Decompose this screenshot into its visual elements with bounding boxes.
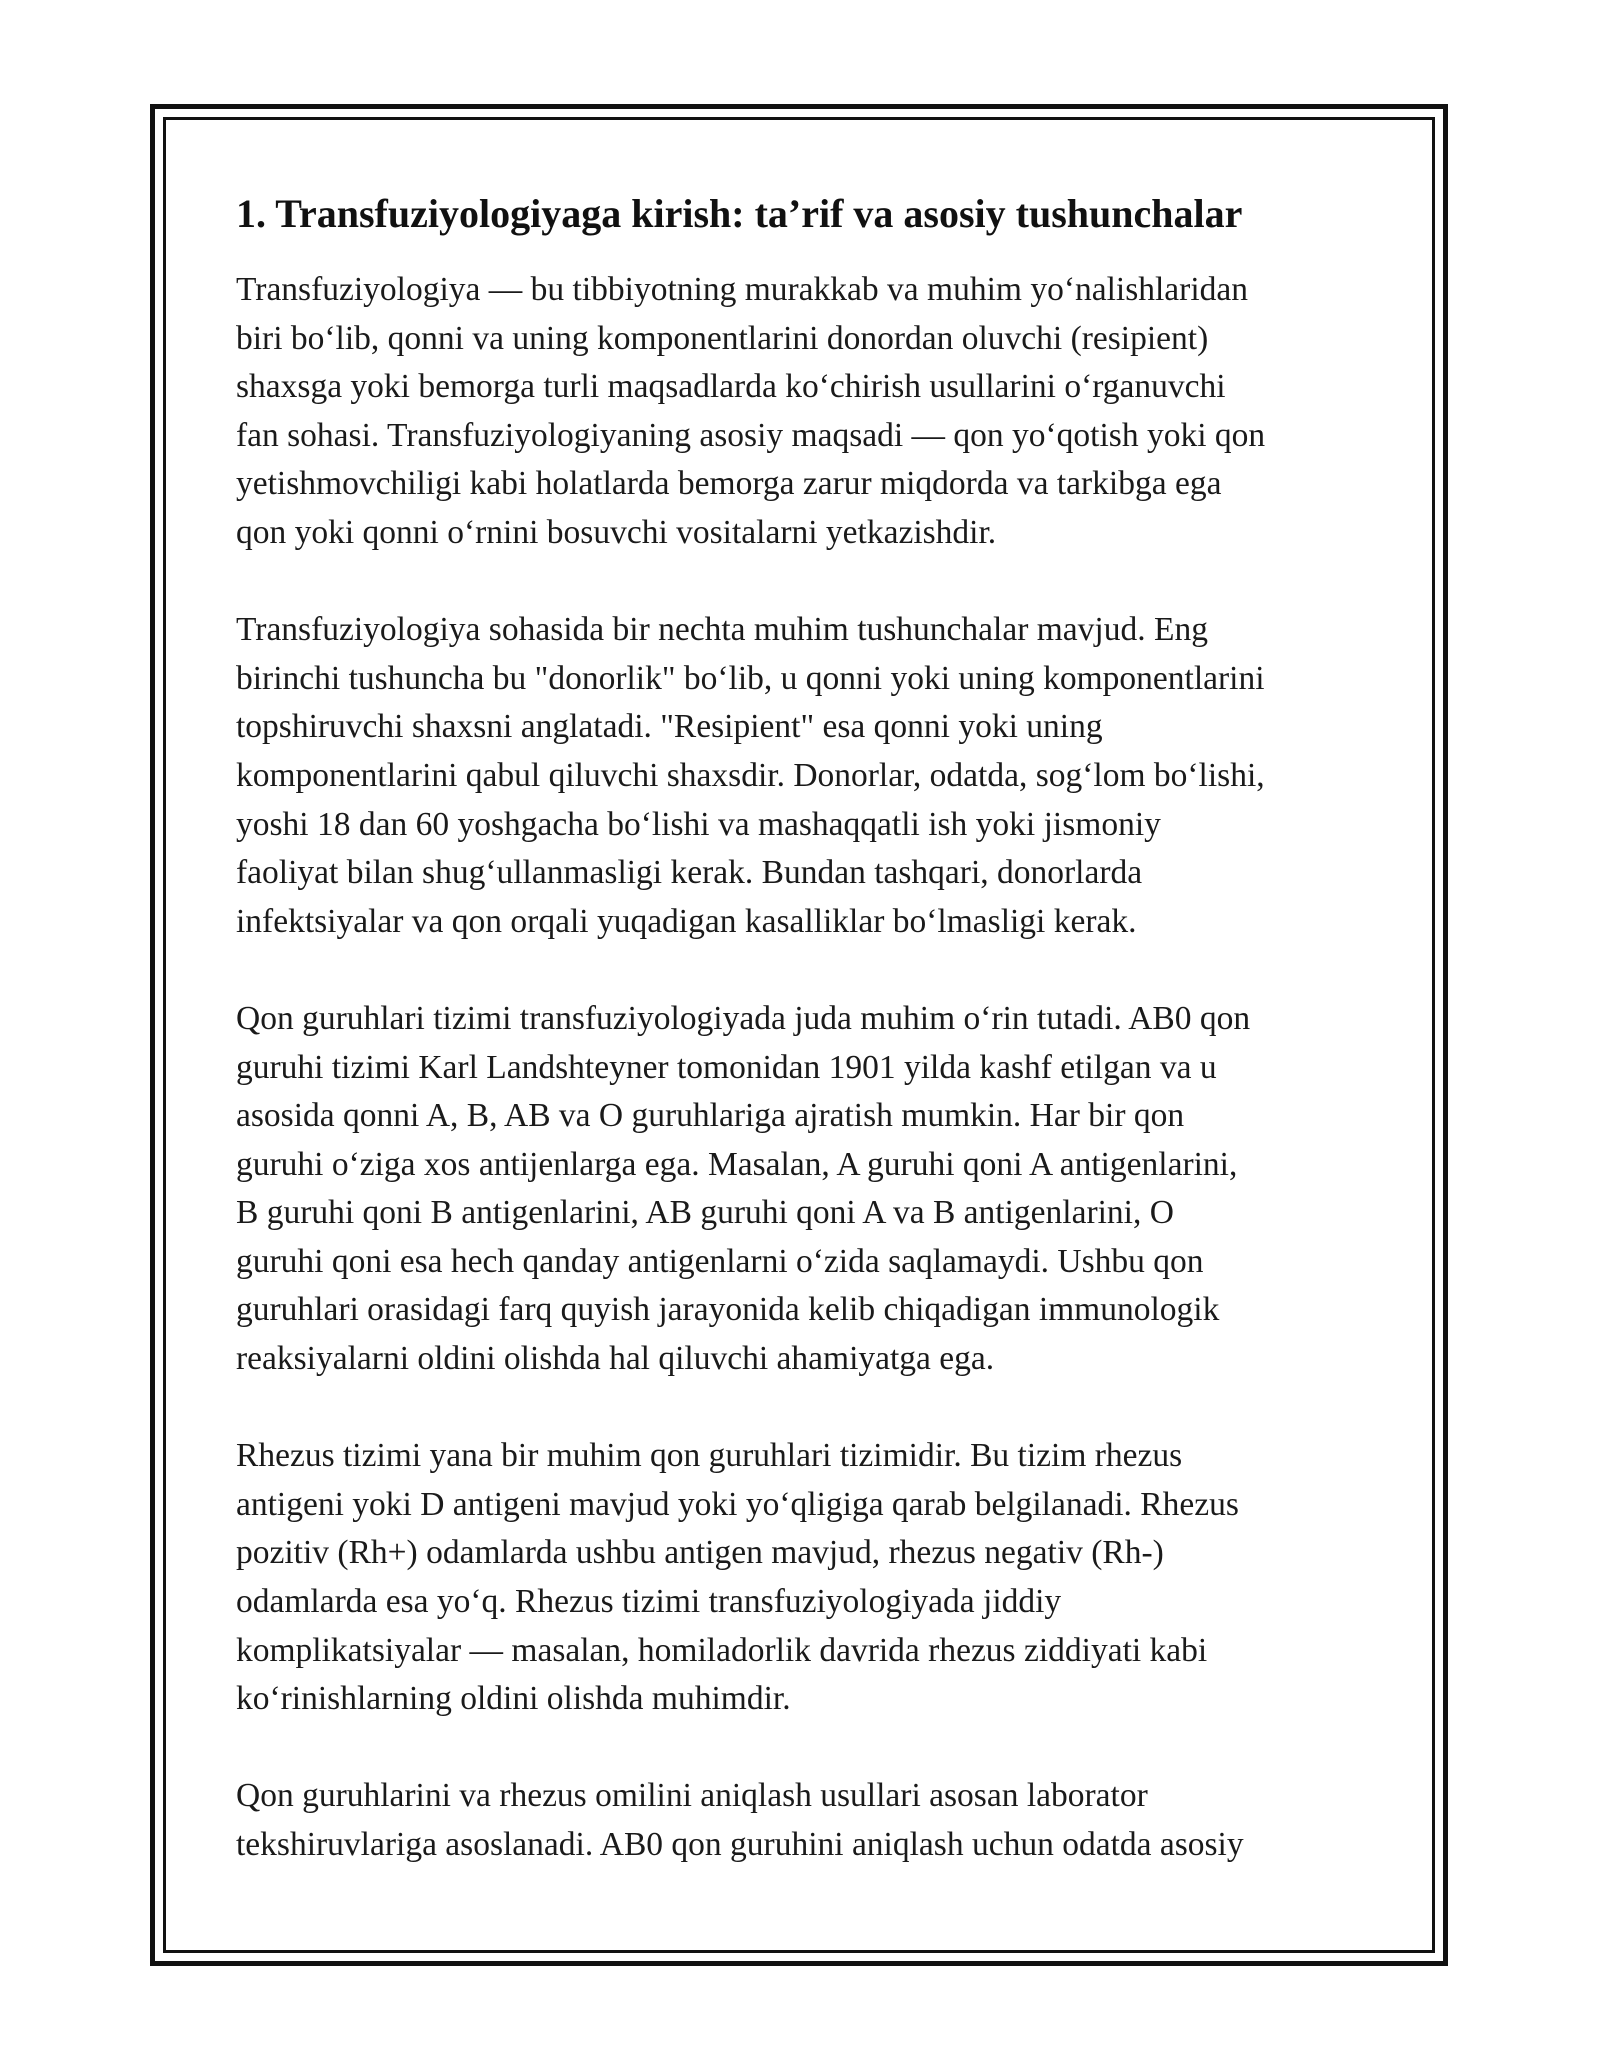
paragraph-2 — [236, 606, 1386, 946]
text-line: birinchi tushuncha bu "donorlik" bo‘lib, u qonni yoki uning komponentlarini — [236, 659, 1265, 697]
text-line: reaksiyalarni oldini olishda hal qiluvchi ahamiyatga ega. — [236, 1340, 995, 1378]
text-line: komplikatsiyalar — masalan, homiladorlik davrida rhezus ziddiyati kabi — [236, 1631, 1208, 1669]
paragraph-1 — [236, 266, 1386, 558]
text-line: qon yoki qonni o‘rnini bosuvchi vositalarni yetkazishdir. — [236, 513, 997, 551]
text-line: biri bo‘lib, qonni va uning komponentlarini donordan oluvchi (resipient) — [236, 319, 1209, 357]
text-line: Transfuziyologiya — bu tibbiyotning murakkab va muhim yo‘nalishlaridan — [236, 271, 1249, 308]
text-line: fan sohasi. Transfuziyologiyaning asosiy maqsadi — qon yo‘qotish yoki qon — [236, 416, 1266, 454]
text-line: faoliyat bilan shug‘ullanmasligi kerak. Bundan tashqari, donorlarda — [236, 854, 1143, 892]
document-body — [236, 188, 1386, 1918]
section-heading: 1. Transfuziyologiyaga kirish: ta’rif va asosiy tushunchalar — [236, 191, 1243, 236]
paragraph-3 — [236, 995, 1386, 1384]
text-line: odamlarda esa yo‘q. Rhezus tizimi transfuziyologiyada jiddiy — [236, 1583, 1062, 1621]
text-line: yetishmovchiligi kabi holatlarda bemorga zarur miqdorda va tarkibga ega — [236, 465, 1222, 503]
text-line: Qon guruhlarini va rhezus omilini aniqlash usullari asosan laborator — [236, 1777, 1148, 1815]
text-line: guruhi o‘ziga xos antijenlarga ega. Masalan, A guruhi qoni A antigenlarini, — [236, 1145, 1238, 1183]
text-line: antigeni yoki D antigeni mavjud yoki yo‘qligiga qarab belgilanadi. Rhezus — [236, 1485, 1239, 1523]
text-line: ko‘rinishlarning oldini olishda muhimdir. — [236, 1680, 791, 1718]
paragraph-5 — [236, 1772, 1386, 1869]
text-line: komponentlarini qabul qiluvchi shaxsdir. Donorlar, odatda, sog‘lom bo‘lishi, — [236, 756, 1265, 794]
text-line: Rhezus tizimi yana bir muhim qon guruhlari tizimidir. Bu tizim rhezus — [236, 1437, 1183, 1475]
text-line: shaxsga yoki bemorga turli maqsadlarda ko‘chirish usullarini o‘rganuvchi — [236, 368, 1226, 406]
text-line: pozitiv (Rh+) odamlarda ushbu antigen mavjud, rhezus negativ (Rh-) — [236, 1534, 1164, 1572]
text-line: guruhi tizimi Karl Landshteyner tomonidan 1901 yilda kashf etilgan va u — [236, 1048, 1217, 1086]
text-line: topshiruvchi shaxsni anglatadi. "Resipient" esa qonni yoki uning — [236, 708, 1103, 746]
text-line: B guruhi qoni B antigenlarini, AB guruhi qoni A va B antigenlarini, O — [236, 1194, 1174, 1232]
text-line: Transfuziyologiya sohasida bir nechta muhim tushunchalar mavjud. Eng — [236, 611, 1208, 649]
text-line: Qon guruhlari tizimi transfuziyologiyada juda muhim o‘rin tutadi. AB0 qon — [236, 999, 1251, 1037]
text-line: guruhlari orasidagi farq quyish jarayonida kelib chiqadigan immunologik — [236, 1291, 1220, 1329]
text-line: guruhi qoni esa hech qanday antigenlarni o‘zida saqlamaydi. Ushbu qon — [236, 1242, 1204, 1280]
text-line: yoshi 18 dan 60 yoshgacha bo‘lishi va mashaqqatli ish yoki jismoniy — [236, 805, 1161, 843]
text-line: asosida qonni A, B, AB va O guruhlariga ajratish mumkin. Har bir qon — [236, 1097, 1185, 1135]
paragraph-4 — [236, 1432, 1386, 1724]
text-line: tekshiruvlariga asoslanadi. AB0 qon guruhini aniqlash uchun odatda asosiy — [236, 1826, 1244, 1863]
text-line: infektsiyalar va qon orqali yuqadigan kasalliklar bo‘lmasligi kerak. — [236, 902, 1137, 940]
